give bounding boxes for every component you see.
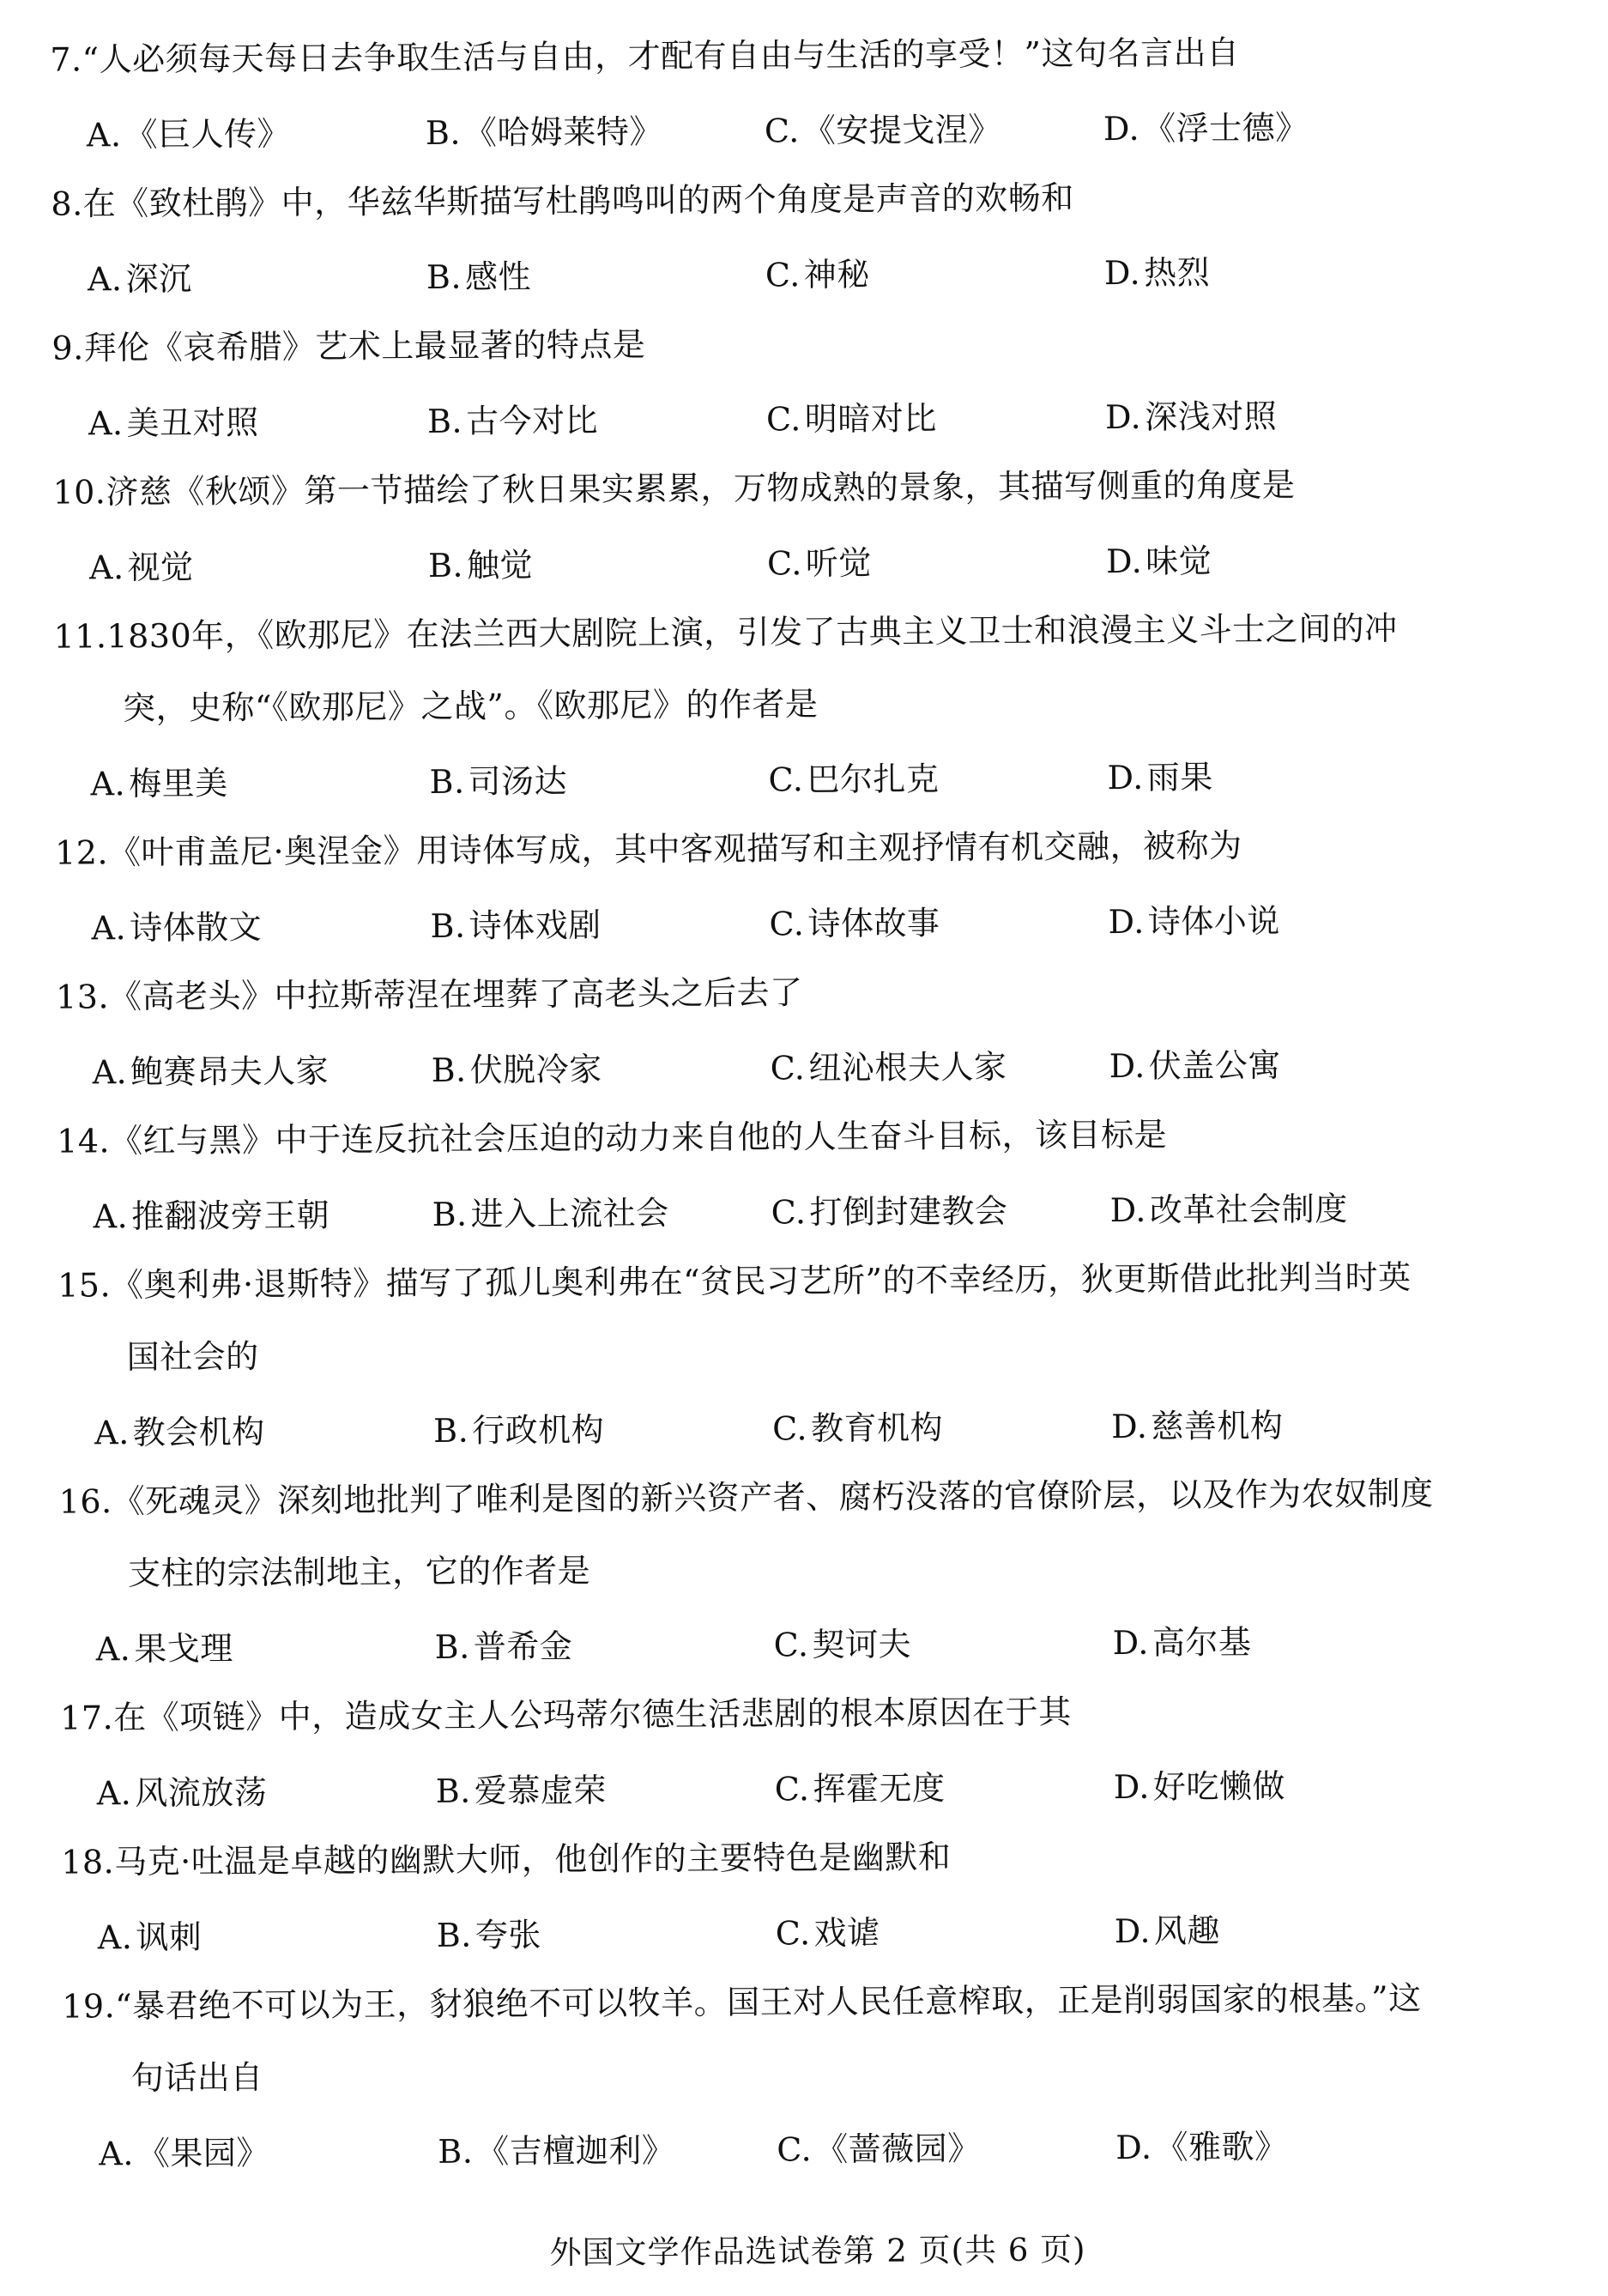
option-letter: A. [97,1917,133,1956]
option-letter: B. [435,1772,471,1810]
question-12 [55,808,1566,961]
question-text: 《红与黑》中于连反抗社会压迫的动力来自他的人生奋斗目标，该目标是 [109,1115,1168,1160]
option-a [88,394,427,443]
option-c [765,102,1103,151]
option-text: 神秘 [803,255,870,294]
answer-options [60,1745,1570,1827]
option-text: 行政机构 [472,1410,605,1450]
option-text: 进入上流社会 [470,1193,669,1233]
question-9 [51,303,1563,457]
option-letter: D. [1103,109,1140,148]
option-letter: A. [92,1052,128,1091]
option-letter: C. [769,904,805,943]
option-text: 慈善机构 [1151,1406,1284,1445]
answer-options [53,519,1563,601]
option-text: 好吃懒做 [1152,1766,1286,1806]
question-stem [57,1240,1569,1394]
option-text: 《安提戈涅》 [802,110,1001,149]
option-d [1107,748,1446,797]
option-text: 深沉 [125,259,192,298]
option-letter: D. [1109,1046,1146,1085]
option-text: 爱慕虚荣 [474,1771,607,1810]
option-b [426,104,765,153]
option-text: 教会机构 [132,1412,265,1451]
question-number: 16. [58,1482,112,1521]
option-letter: D. [1105,542,1143,580]
option-letter: C. [764,111,800,150]
option-c [771,1184,1109,1233]
option-letter: B. [426,402,463,440]
page-footer: 外国文学作品选试卷第 2 页(共 6 页) [549,2231,1086,2272]
question-stem [55,808,1565,889]
option-letter: C. [777,2129,813,2169]
answer-options [59,1601,1569,1682]
option-letter: A. [88,403,124,442]
option-text: 视觉 [127,548,194,586]
question-number: 9. [51,329,84,367]
option-text: 普希金 [473,1627,573,1666]
answer-options [51,231,1562,312]
question-text: 《死魂灵》深刻地批判了唯利是图的新兴资产者、腐朽没落的官僚阶层，以及作为农奴制度 [112,1474,1434,1521]
question-text: 马克·吐温是卓越的幽默大师，他创作的主要特色是幽默和 [114,1838,952,1881]
option-letter: C. [775,1913,811,1953]
option-letter: D. [1112,1623,1150,1662]
option-letter: B. [433,1411,469,1450]
option-letter: D. [1115,2128,1152,2166]
question-16 [58,1457,1570,1682]
question-number: 14. [56,1122,111,1160]
question-number: 10. [52,473,106,512]
option-b [432,1185,771,1234]
option-letter: D. [1113,1767,1151,1806]
option-d [1109,1037,1448,1086]
option-d [1105,388,1444,437]
option-a [94,1403,433,1452]
option-text: 高尔基 [1152,1622,1252,1662]
question-stem [51,303,1562,385]
option-letter: B. [430,906,466,945]
option-d [1109,1181,1448,1230]
option-letter: B. [436,1916,472,1954]
option-text: 契诃夫 [812,1625,912,1663]
question-text-continued: 国社会的 [126,1337,259,1377]
option-text: 《蔷薇园》 [814,2129,981,2168]
option-letter: B. [427,546,464,585]
option-a [90,754,429,803]
question-stem [58,1457,1569,1610]
question-text-continued: 突，史称“《欧那尼》之战”。《欧那尼》的作者是 [122,685,819,728]
question-text: “暴君绝不可以为王，豺狼绝不可以牧羊。国王对人民任意榨取，正是削弱国家的根基。”这 [115,1978,1422,2026]
option-d [1103,100,1442,148]
option-text: 《果园》 [136,2133,270,2172]
question-stem [60,1673,1570,1754]
option-b [438,2123,777,2172]
option-text: 挥霍无度 [813,1768,946,1808]
option-letter: D. [1114,1911,1152,1950]
option-c [765,246,1104,295]
option-a [93,1187,432,1236]
option-d [1113,1614,1452,1663]
option-a [88,250,426,299]
option-text: 《浮士德》 [1143,108,1309,148]
question-text: 1830年，《欧那尼》在法兰西大剧院上演，引发了古典主义卫士和浪漫主义斗士之间的冲 [106,609,1398,656]
question-13 [56,952,1567,1106]
answer-options [57,1168,1567,1250]
option-b [435,1618,774,1667]
option-letter: C. [770,1048,806,1087]
answer-options [51,87,1561,168]
question-text: 《高老头》中拉斯蒂涅在埋葬了高老头之后去了 [108,973,803,1016]
option-text: 伏盖公寓 [1148,1045,1281,1085]
question-text: 《奥利弗·退斯特》描写了孤儿奥利弗在“贫民习艺所”的不幸经历，狄更斯借此批判当时英 [110,1257,1412,1305]
question-stem [52,447,1563,529]
option-letter: B. [426,257,462,296]
option-text: 果戈理 [134,1628,233,1668]
option-text: 听觉 [805,543,872,582]
question-number: 18. [61,1843,115,1881]
option-text: 《哈姆莱特》 [463,112,663,152]
option-letter: D. [1104,397,1142,436]
option-c [772,1400,1111,1449]
question-number: 19. [62,1987,116,2026]
option-b [429,753,768,802]
option-text: 巴尔扎克 [807,759,940,798]
option-text: 改革社会制度 [1149,1189,1348,1229]
answer-options [58,1384,1569,1466]
option-letter: A. [87,259,123,298]
option-b [427,392,766,441]
question-19 [62,1961,1574,2187]
option-text: 鲍赛昂夫人家 [130,1051,329,1091]
option-c [770,1039,1109,1088]
question-list [50,15,1573,2187]
answer-options [55,880,1565,961]
option-letter: C. [766,543,802,583]
option-d [1115,1902,1454,1951]
option-text: 讽刺 [136,1917,203,1956]
option-text: 雨果 [1146,757,1213,797]
question-11 [53,591,1565,817]
option-text: 热烈 [1144,252,1211,292]
option-text: 风流放荡 [135,1772,268,1812]
option-d [1114,1758,1453,1807]
option-letter: C. [774,1769,810,1808]
option-b [437,1906,776,1955]
question-number: 17. [60,1699,114,1737]
option-text: 推翻波旁王朝 [131,1196,330,1235]
option-b [436,1762,775,1811]
option-letter: D. [1109,1190,1146,1229]
option-text: 味觉 [1146,541,1212,580]
question-stem [56,952,1566,1033]
option-text: 伏脱冷家 [469,1050,602,1089]
option-a [98,1908,437,1957]
option-text: 风趣 [1153,1911,1221,1950]
option-text: 古今对比 [465,401,599,440]
option-letter: B. [429,762,465,801]
option-a [89,538,428,587]
option-text: 夸张 [475,1915,541,1954]
question-text: 拜伦《哀希腊》艺术上最显著的特点是 [83,325,646,367]
option-letter: B. [438,2132,474,2171]
question-stem [53,591,1564,745]
question-number: 13. [55,978,110,1016]
option-letter: C. [768,760,804,799]
option-c [776,1905,1115,1954]
option-a [97,1764,436,1813]
option-b [430,897,769,946]
question-7 [50,15,1561,168]
question-stem [62,1961,1573,2115]
option-text: 教育机构 [810,1408,944,1447]
option-b [431,1041,770,1090]
option-letter: A. [99,2134,134,2172]
option-text: 诗体小说 [1147,901,1280,941]
option-text: 司汤达 [468,761,568,801]
option-letter: C. [765,399,801,439]
question-text: 《叶甫盖尼·奥涅金》用诗体写成，其中客观描写和主观抒情有机交融，被称为 [107,827,1242,872]
option-text: 打倒封建教会 [809,1191,1008,1231]
option-text: 诗体故事 [807,903,940,942]
question-text-continued: 句话出自 [130,2058,263,2098]
option-letter: C. [772,1408,808,1448]
option-text: 诗体戏剧 [468,906,601,945]
option-c [774,1616,1113,1665]
option-letter: D. [1107,758,1144,797]
option-letter: D. [1108,902,1145,941]
option-a [96,1620,435,1669]
option-text: 戏谑 [813,1913,880,1952]
option-letter: C. [765,255,801,294]
option-a [91,899,430,948]
option-c [775,1760,1114,1809]
option-b [433,1402,772,1451]
option-text: 深浅对照 [1145,397,1278,436]
option-d [1108,893,1447,942]
option-letter: D. [1111,1407,1148,1445]
question-text: 在《致杜鹃》中，华兹华斯描写杜鹃鸣叫的两个角度是声音的欢畅和 [82,179,1074,223]
question-8 [51,159,1562,312]
question-14 [57,1096,1568,1250]
option-letter: C. [771,1192,807,1232]
option-c [767,535,1106,584]
question-15 [57,1240,1569,1466]
option-c [777,2121,1115,2170]
option-letter: A. [94,1413,130,1451]
question-stem [57,1096,1567,1178]
option-letter: D. [1103,253,1141,292]
option-letter: B. [431,1051,467,1089]
question-number: 7. [50,40,82,79]
answer-options [62,1889,1572,1971]
option-letter: A. [93,1196,129,1235]
option-b [426,248,765,297]
option-a [92,1043,431,1092]
option-d [1111,1397,1450,1446]
answer-options [52,375,1563,457]
question-18 [61,1817,1572,1971]
question-text: “人必须每天每日去争取生活与自由，才配有自由与生活的享受！”这句名言出自 [82,33,1240,79]
option-text: 明暗对比 [804,398,937,438]
option-letter: A. [91,908,127,947]
question-number: 8. [51,185,83,223]
option-text: 纽沁根夫人家 [808,1047,1007,1087]
option-text: 《吉檀迦利》 [476,2130,675,2171]
option-d [1104,244,1443,293]
option-b [428,536,767,585]
option-letter: B. [425,113,462,152]
question-17 [60,1673,1571,1827]
option-letter: A. [86,115,122,154]
option-letter: A. [96,1773,132,1812]
answer-options [56,1024,1566,1106]
option-text: 《雅歌》 [1155,2127,1288,2166]
option-text: 触觉 [466,545,534,585]
option-letter: B. [434,1627,470,1666]
option-c [769,895,1108,944]
option-d [1115,2118,1454,2167]
question-text: 在《项链》中，造成女主人公玛蒂尔德生活悲剧的根本原因在于其 [113,1693,1072,1737]
option-letter: A. [95,1629,131,1668]
option-text: 梅里美 [128,763,228,803]
question-text: 济慈《秋颂》第一节描绘了秋日果实累累，万物成熟的景象，其描写侧重的角度是 [106,465,1296,512]
question-number: 15. [57,1266,112,1305]
option-c [768,751,1107,800]
answer-options [63,2105,1573,2187]
option-text: 《巨人传》 [124,114,291,154]
option-letter: A. [90,764,126,803]
option-letter: C. [773,1625,809,1664]
question-text-continued: 支柱的宗法制地主，它的作者是 [128,1551,591,1593]
option-letter: A. [88,548,124,586]
option-a [87,106,426,154]
answer-options [54,736,1564,817]
question-stem [51,159,1561,240]
question-number: 12. [54,833,109,872]
option-text: 诗体散文 [130,907,263,947]
option-text: 感性 [464,257,532,296]
question-stem [50,15,1560,96]
option-letter: B. [432,1195,468,1233]
option-text: 美丑对照 [126,403,259,442]
option-c [766,391,1105,439]
question-stem [61,1817,1571,1899]
option-d [1106,532,1445,581]
option-a [99,2124,438,2173]
question-10 [52,447,1563,601]
question-number: 11. [53,617,107,656]
